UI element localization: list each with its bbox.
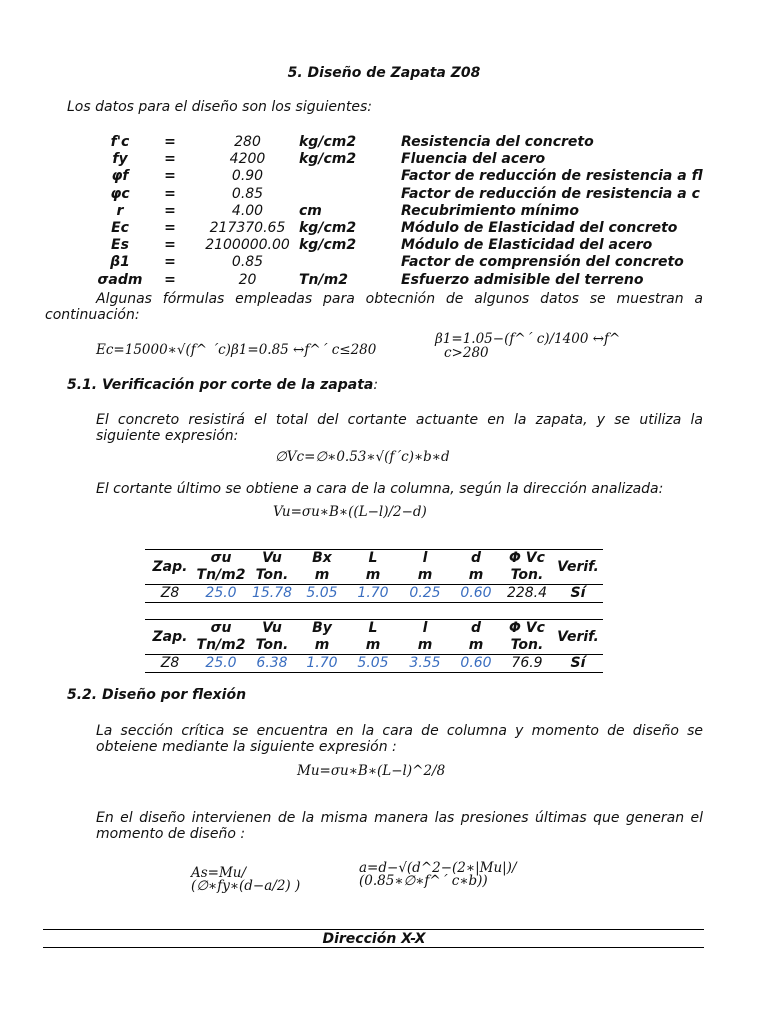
- param-value: 2100000.00: [205, 237, 290, 254]
- table-row: [145, 585, 603, 603]
- param-equals: =: [164, 254, 176, 271]
- section-5-1-heading: 5.1. Verificación por corte de la zapata:: [67, 377, 379, 393]
- column-header: Vu Ton.: [247, 620, 297, 655]
- parameter-row: [0, 237, 768, 254]
- param-unit: kg/cm2: [299, 151, 357, 168]
- column-header: d m: [451, 550, 501, 585]
- table-cell: 228.4: [501, 585, 553, 603]
- param-description: Resistencia del concreto: [401, 134, 594, 150]
- param-equals: =: [164, 271, 176, 288]
- column-header: Verif.: [553, 620, 603, 655]
- column-header: Φ Vc Ton.: [501, 550, 553, 585]
- param-unit: cm: [299, 202, 322, 219]
- param-unit: Tn/m2: [299, 271, 348, 288]
- param-symbol: r: [116, 202, 124, 219]
- formula-beta1-b-cond: c>280: [444, 345, 489, 361]
- vu-text: El cortante último se obtiene a cara de la columna, según la dirección analizada:: [96, 481, 664, 497]
- param-description: Módulo de Elasticidad del concreto: [401, 220, 678, 236]
- table-cell: Sí: [553, 585, 603, 603]
- parameter-row: [0, 254, 768, 271]
- formula-beta1-b: β1=1.05−(f^´ c)/1400 ↔f^: [435, 331, 621, 347]
- param-equals: =: [164, 237, 176, 254]
- param-equals: =: [164, 202, 176, 219]
- table-cell: 0.60: [451, 655, 501, 673]
- formula-as-denominator: (∅∗fy∗(d−a/2) ): [191, 878, 301, 894]
- formula-beta1-a: β1=0.85 ↔f^´ c≤280: [231, 342, 377, 358]
- direction-heading: Dirección X-X: [322, 931, 426, 947]
- column-header: Φ Vc Ton.: [501, 620, 553, 655]
- parameter-row: [0, 186, 768, 203]
- parameter-row: [0, 134, 768, 151]
- formula-mu: Mu=σu∗B∗(L−l)^2/8: [297, 763, 446, 779]
- param-description: Esfuerzo admisible del terreno: [401, 271, 644, 288]
- table-cell: 0.60: [451, 585, 501, 603]
- formula-a-denominator: (0.85∗∅∗f^´ c∗b)): [359, 873, 488, 889]
- param-symbol: f'c: [110, 134, 130, 150]
- param-description: Factor de reducción de resistencia a c: [401, 185, 700, 202]
- table-cell: 0.25: [399, 585, 451, 603]
- divider-bottom: [43, 947, 704, 948]
- column-header: l m: [399, 550, 451, 585]
- parameter-row: [0, 151, 768, 168]
- table-cell: 5.05: [297, 585, 347, 603]
- formula-vu: Vu=σu∗B∗((L−l)/2−d): [273, 504, 427, 520]
- param-unit: kg/cm2: [299, 237, 357, 254]
- formula-a: a=d−√(d^2−(2∗|Mu|)/: [359, 860, 517, 876]
- param-equals: =: [164, 220, 176, 236]
- formula-ec: Ec=15000∗√(f^ ´c): [96, 342, 231, 358]
- param-description: Factor de reducción de resistencia a fl: [401, 168, 703, 185]
- param-description: Recubrimiento mínimo: [401, 202, 579, 219]
- param-symbol: β1: [110, 254, 130, 271]
- param-equals: =: [164, 151, 176, 168]
- page-title: 5. Diseño de Zapata Z08: [287, 65, 481, 81]
- column-header: Vu Ton.: [247, 550, 297, 585]
- param-value: 0.85: [231, 254, 264, 271]
- table-cell: 76.9: [501, 655, 553, 673]
- table-cell: 1.70: [347, 585, 399, 603]
- param-value: 280: [234, 134, 261, 150]
- intro-text: Los datos para el diseño son los siguientes:: [67, 99, 372, 115]
- parameter-row: [0, 272, 768, 289]
- param-symbol: φc: [110, 185, 130, 202]
- table-cell: 15.78: [247, 585, 297, 603]
- presiones-text: En el diseño intervienen de la misma manera las presiones últimas que generan el momento de diseño :: [96, 810, 703, 842]
- table-cell: 25.0: [195, 655, 247, 673]
- param-symbol: σadm: [97, 271, 143, 288]
- param-description: Módulo de Elasticidad del acero: [401, 237, 653, 254]
- param-unit: kg/cm2: [299, 220, 357, 236]
- table-cell: 6.38: [247, 655, 297, 673]
- table-row: [145, 655, 603, 673]
- section-5-2-heading: 5.2. Diseño por flexión: [67, 687, 247, 703]
- param-value: 20: [238, 271, 257, 288]
- param-equals: =: [164, 134, 176, 150]
- param-description: Fluencia del acero: [401, 151, 546, 168]
- param-equals: =: [164, 168, 176, 185]
- table-cell: Z8: [145, 585, 195, 603]
- param-description: Factor de comprensión del concreto: [401, 254, 684, 271]
- table-cell: 3.55: [399, 655, 451, 673]
- column-header: By m: [297, 620, 347, 655]
- param-value: 0.85: [231, 185, 264, 202]
- column-header: σu Tn/m2: [196, 550, 246, 583]
- parameter-row: [0, 203, 768, 220]
- flexion-text: La sección crítica se encuentra en la cara de columna y momento de diseño se obteiene mediante la siguiente expresión :: [96, 723, 703, 755]
- column-header: L m: [347, 550, 399, 585]
- column-header: d m: [451, 620, 501, 655]
- param-symbol: Es: [111, 237, 129, 254]
- divider-top: [43, 929, 704, 930]
- shear-table-y: [145, 619, 603, 673]
- parameter-row: [0, 168, 768, 185]
- param-symbol: fy: [112, 151, 128, 168]
- column-header: L m: [347, 620, 399, 655]
- table-cell: Z8: [145, 655, 195, 673]
- formula-vc: ∅Vc=∅∗0.53∗√(f´c)∗b∗d: [275, 449, 450, 465]
- column-header: l m: [399, 620, 451, 655]
- column-header: σu Tn/m2: [196, 620, 246, 653]
- param-value: 4200: [229, 151, 266, 168]
- column-header: Bx m: [297, 550, 347, 585]
- corte-text: El concreto resistirá el total del cortante actuante en la zapata, y se utiliza la siguiente expresión:: [96, 412, 703, 444]
- parameter-row: [0, 220, 768, 237]
- param-unit: kg/cm2: [299, 134, 357, 150]
- formulas-intro: Algunas fórmulas empleadas para obtecnión de algunos datos se muestran a continuación:: [45, 291, 703, 323]
- column-header: Verif.: [553, 550, 603, 585]
- column-header: Zap.: [145, 620, 195, 655]
- param-value: 4.00: [231, 202, 264, 219]
- formula-as: As=Mu/: [191, 865, 247, 881]
- shear-table-x: [145, 549, 603, 603]
- table-cell: 25.0: [195, 585, 247, 603]
- param-value: 0.90: [231, 168, 264, 185]
- column-header: Zap.: [145, 550, 195, 585]
- param-value: 217370.65: [209, 220, 286, 236]
- table-cell: Sí: [553, 655, 603, 673]
- table-cell: 1.70: [297, 655, 347, 673]
- param-symbol: Ec: [111, 220, 129, 236]
- param-symbol: φf: [111, 168, 129, 185]
- param-equals: =: [164, 185, 176, 202]
- table-cell: 5.05: [347, 655, 399, 673]
